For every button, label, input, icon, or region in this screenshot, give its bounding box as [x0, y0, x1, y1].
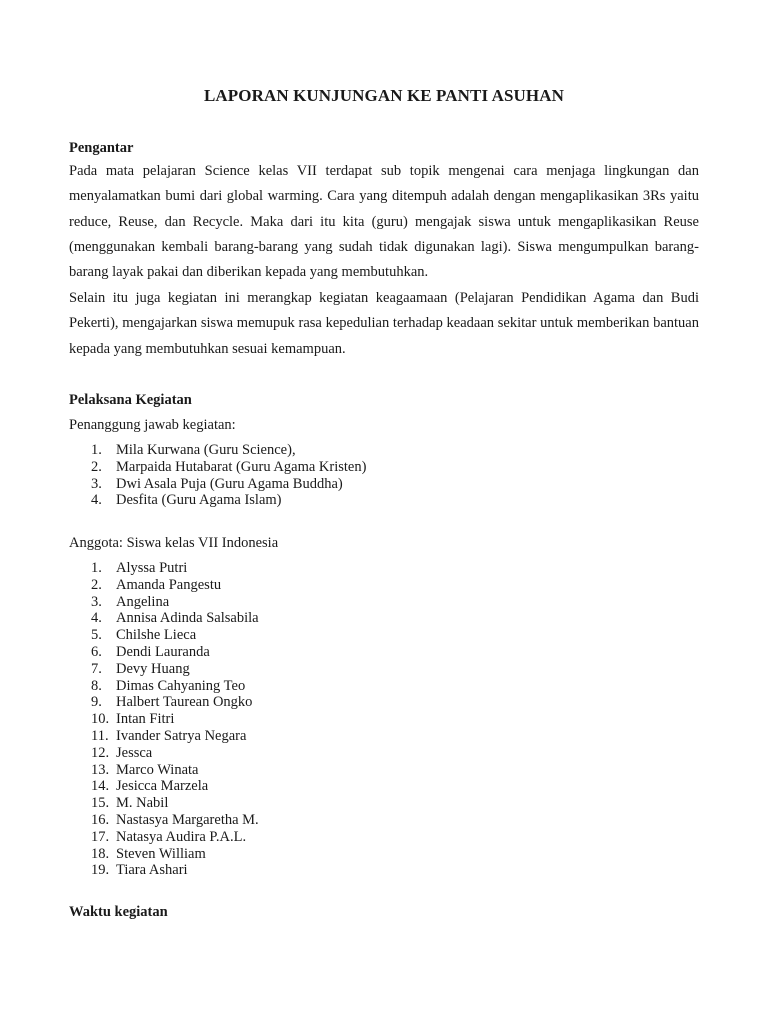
- list-item: 16. Nastasya Margaretha M.: [91, 811, 259, 828]
- anggota-list: [91, 560, 259, 879]
- list-item: 15. M. Nabil: [91, 795, 169, 812]
- list-item: 10. Intan Fitri: [91, 711, 175, 728]
- list-item: 6. Dendi Lauranda: [91, 643, 210, 660]
- document-title: LAPORAN KUNJUNGAN KE PANTI ASUHAN: [203, 86, 564, 105]
- list-item: 14. Jesicca Marzela: [91, 778, 209, 795]
- list-item: 7. Devy Huang: [91, 660, 190, 677]
- list-item: 11. Ivander Satrya Negara: [91, 727, 247, 744]
- list-item: 8. Dimas Cahyaning Teo: [91, 677, 246, 694]
- list-item: 2. Marpaida Hutabarat (Guru Agama Kristen): [91, 458, 367, 475]
- list-item: 3. Angelina: [91, 593, 170, 610]
- list-item: 4. Annisa Adinda Salsabila: [91, 610, 259, 627]
- section-heading-waktu: Waktu kegiatan: [69, 904, 168, 920]
- list-item: 5. Chilshe Lieca: [91, 627, 197, 644]
- section-heading-pengantar: Pengantar: [69, 140, 134, 156]
- list-item: 3. Dwi Asala Puja (Guru Agama Buddha): [91, 475, 343, 492]
- list-item: 2. Amanda Pangestu: [91, 576, 222, 593]
- list-item: 12. Jessca: [91, 744, 153, 761]
- penanggung-jawab-label: Penanggung jawab kegiatan:: [69, 417, 236, 433]
- list-item: 13. Marco Winata: [91, 761, 199, 778]
- list-item: 17. Natasya Audira P.A.L.: [91, 828, 247, 845]
- list-item: 4. Desfita (Guru Agama Islam): [91, 492, 282, 509]
- list-item: 1. Alyssa Putri: [91, 560, 188, 576]
- section-heading-pelaksana: Pelaksana Kegiatan: [69, 392, 192, 408]
- list-item: 18. Steven William: [91, 845, 206, 862]
- list-item: 1. Mila Kurwana (Guru Science),: [91, 442, 296, 458]
- anggota-label: Anggota: Siswa kelas VII Indonesia: [69, 535, 279, 551]
- list-item: 9. Halbert Taurean Ongko: [91, 694, 253, 711]
- penanggung-jawab-list: [91, 442, 366, 509]
- list-item: 19. Tiara Ashari: [91, 862, 188, 879]
- pengantar-paragraph-1: Pada mata pelajaran Science kelas VII terdapat sub topik mengenai cara menjaga lingkungan dan menyalamatkan bumi dari global warming. Cara yang ditempuh adalah dengan mengaplikasikan 3Rs yaitu reduce, Reuse, dan Recycle. Maka dari itu kita (guru) mengajak siswa untuk mengaplikasikan Reuse (menggunakan kembali barang-barang yang sudah tidak digunakan lagi). Siswa mengumpulkan barang-barang layak pakai dan diberikan kepada yang membutuhkan.: [69, 163, 699, 281]
- pengantar-paragraph-2: Selain itu juga kegiatan ini merangkap kegiatan keagaamaan (Pelajaran Pendidikan Agama dan Budi Pekerti), mengajarkan siswa memupuk rasa kepedulian terhadap keadaan sekitar untuk memberikan bantuan kepada yang membutuhkan sesuai kemampuan.: [69, 290, 699, 357]
